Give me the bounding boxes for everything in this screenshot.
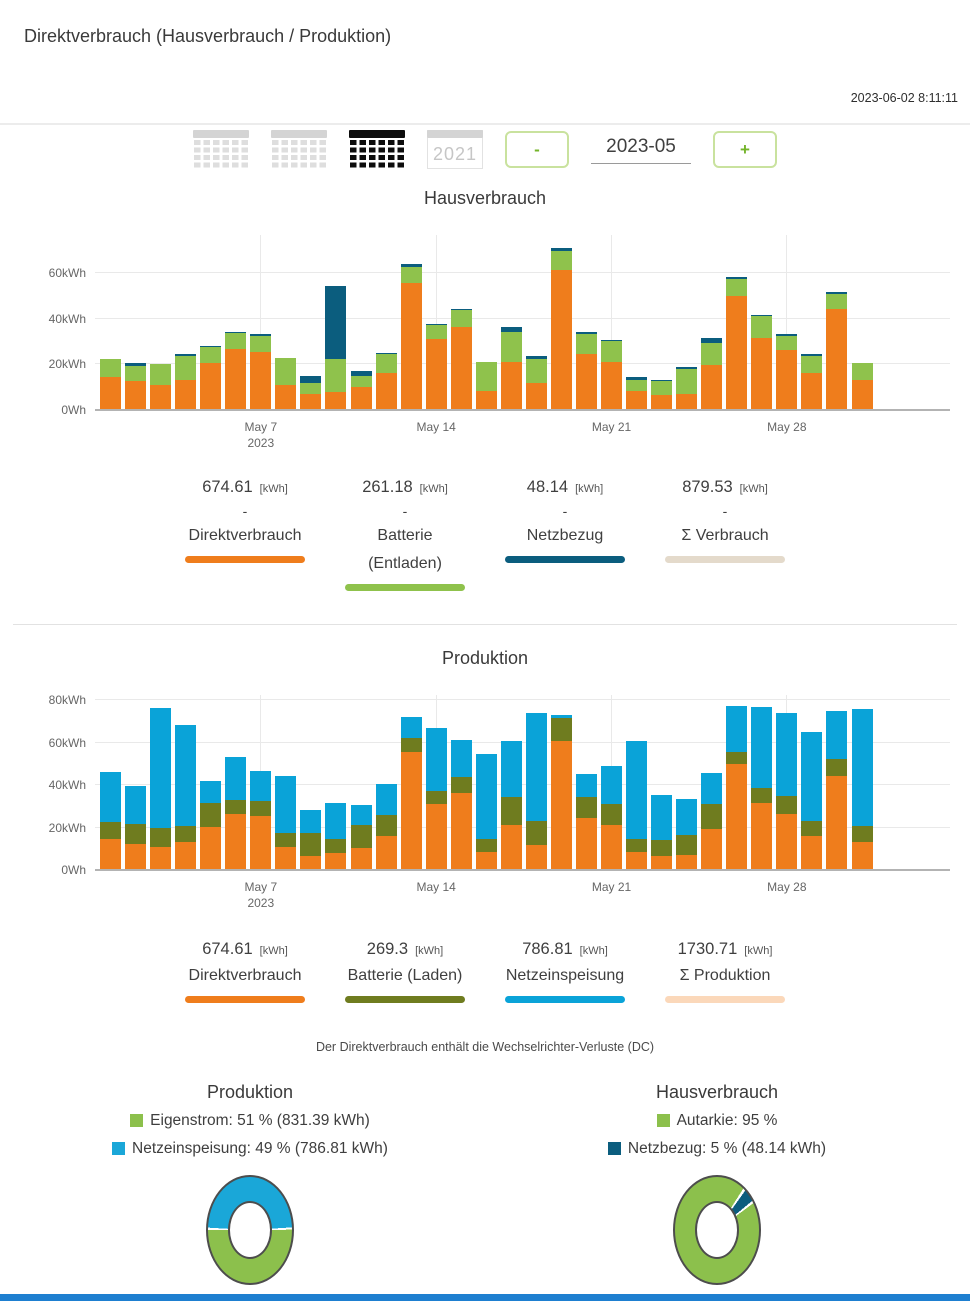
bar-segment-netzeinspeisung[interactable] [651,795,672,840]
legend-color-pill [345,996,465,1003]
bar-segment-batterie-entladen-[interactable] [826,294,847,309]
bar-segment-netzeinspeisung[interactable] [701,773,722,804]
bar-segment-direktverbrauch[interactable] [852,842,873,870]
produktion-summary-legend [0,940,970,1003]
bar-segment-direktverbrauch[interactable] [776,814,797,870]
x-axis-tick-label: May 21 [591,420,632,434]
legend-color-square [608,1142,621,1155]
legend-separator: - [562,503,568,519]
bar-segment-batterie-entladen-[interactable] [376,354,397,373]
bar-segment-batterie-laden-[interactable] [676,835,697,854]
legend-label: Σ Produktion [679,967,771,984]
x-axis-year-label: 2023 [247,436,275,450]
bar-segment-netzeinspeisung[interactable] [125,786,146,824]
bar-segment-netzbezug[interactable] [426,324,447,325]
bar-segment-netzeinspeisung[interactable] [676,799,697,835]
header-divider [0,123,970,125]
bar-segment-batterie-laden-[interactable] [626,839,647,852]
bar-segment-batterie-entladen-[interactable] [801,356,822,372]
legend-label: Netzeinspeisung [505,967,625,984]
bar-segment-direktverbrauch[interactable] [551,741,572,870]
gridline [95,272,950,273]
bar-segment-direktverbrauch[interactable] [150,847,171,870]
bar-segment-direktverbrauch[interactable] [401,752,422,870]
bar-segment-netzbezug[interactable] [826,292,847,294]
x-axis-line [95,869,950,871]
bar-segment-batterie-laden-[interactable] [451,777,472,793]
bar-segment-batterie-laden-[interactable] [726,752,747,764]
x-axis-tick-label: May 21 [591,880,632,894]
bar-segment-direktverbrauch[interactable] [501,362,522,410]
bar-segment-batterie-laden-[interactable] [576,797,597,818]
bar-segment-direktverbrauch[interactable] [826,776,847,870]
bar-segment-netzeinspeisung[interactable] [726,706,747,752]
bar-segment-netzbezug[interactable] [351,371,372,376]
bar-segment-direktverbrauch[interactable] [676,394,697,410]
legend-item-batterie-laden-[interactable] [325,940,485,1003]
legend-color-square [112,1142,125,1155]
produktion-pie-legend [60,1110,440,1159]
bar-segment-batterie-entladen-[interactable] [451,310,472,327]
bar-segment-batterie-entladen-[interactable] [852,363,873,379]
year-view-button[interactable] [427,130,483,169]
bar-segment-direktverbrauch[interactable] [200,827,221,870]
bar-segment-netzeinspeisung[interactable] [200,781,221,803]
legend-color-square [657,1114,670,1127]
bar-segment-direktverbrauch[interactable] [701,365,722,410]
increment-period-button[interactable]: + [713,131,777,168]
bar-segment-batterie-entladen-[interactable] [351,376,372,386]
bar-segment-batterie-entladen-[interactable] [225,333,246,349]
bar-segment-batterie-entladen-[interactable] [275,358,296,386]
y-axis-tick-label: 60kWh [48,735,86,750]
bar-segment-direktverbrauch[interactable] [551,270,572,410]
bar-segment-batterie-laden-[interactable] [376,815,397,836]
bar-segment-netzbezug[interactable] [501,327,522,331]
bar-segment-direktverbrauch[interactable] [701,829,722,870]
bottom-accent-bar [0,1294,970,1301]
bar-segment-netzbezug[interactable] [726,277,747,279]
bar-segment-direktverbrauch[interactable] [601,825,622,870]
hausverbrauch-chart-title: Hausverbrauch [423,188,547,208]
bar-segment-batterie-laden-[interactable] [426,791,447,805]
bar-segment-batterie-laden-[interactable] [751,788,772,804]
bar-segment-batterie-laden-[interactable] [776,796,797,815]
legend-unit: [kWh] [579,945,608,957]
timestamp: 2023-06-02 8:11:11 [850,91,958,105]
bar-segment-batterie-laden-[interactable] [651,840,672,857]
bar-segment-batterie-entladen-[interactable] [401,267,422,283]
bar-segment-netzeinspeisung[interactable] [526,713,547,821]
bar-segment-direktverbrauch[interactable] [325,392,346,410]
bar-segment-netzbezug[interactable] [325,286,346,359]
period-input[interactable]: 2023-05 [591,136,691,164]
bar-segment-direktverbrauch[interactable] [726,764,747,870]
bar-segment-batterie-entladen-[interactable] [676,369,697,394]
bar-segment-direktverbrauch[interactable] [451,327,472,410]
bar-segment-netzeinspeisung[interactable] [476,754,497,839]
hausverbrauch-summary-legend [0,478,970,591]
pie-legend-row [527,1110,907,1131]
bar-segment-direktverbrauch[interactable] [776,350,797,410]
bar-segment-netzeinspeisung[interactable] [225,757,246,800]
bar-segment-direktverbrauch[interactable] [376,836,397,870]
bar-segment-batterie-entladen-[interactable] [325,359,346,392]
bar-segment-direktverbrauch[interactable] [100,839,121,870]
bar-segment-netzbezug[interactable] [401,264,422,267]
legend-color-pill [185,996,305,1003]
pie-legend-row [527,1138,907,1159]
x-axis-line [95,409,950,411]
pie-legend-text: Autarkie: 95 % [676,1112,778,1129]
bar-segment-direktverbrauch[interactable] [376,373,397,410]
legend-unit: [kWh] [744,945,773,957]
bar-segment-batterie-laden-[interactable] [501,797,522,826]
legend-value: 879.53 [kWh] [682,478,768,496]
bar-segment-direktverbrauch[interactable] [526,383,547,410]
bar-segment-netzbezug[interactable] [776,334,797,336]
produktion-chart-title: Produktion [441,648,529,668]
bar-segment-direktverbrauch[interactable] [225,349,246,410]
legend-item-direktverbrauch[interactable] [165,478,325,591]
gridline [95,699,950,700]
pie-legend-text: Netzeinspeisung: 49 % (786.81 kWh) [132,1140,388,1157]
bar-segment-direktverbrauch[interactable] [476,852,497,870]
bar-segment-netzeinspeisung[interactable] [751,707,772,788]
bar-segment-netzbezug[interactable] [376,353,397,354]
bar-segment-direktverbrauch[interactable] [325,853,346,870]
bar-segment-netzbezug[interactable] [751,315,772,316]
bar-segment-direktverbrauch[interactable] [125,381,146,410]
bar-segment-netzeinspeisung[interactable] [250,771,271,801]
year-icon-label: 2021 [432,144,478,164]
calendar-icon [193,130,249,138]
x-axis-tick-label: May 28 [767,420,807,434]
bar-segment-direktverbrauch[interactable] [526,845,547,870]
bar-segment-batterie-laden-[interactable] [275,833,296,847]
bar-segment-batterie-laden-[interactable] [401,738,422,752]
legend-item--produktion[interactable] [645,940,805,1003]
bar-segment-direktverbrauch[interactable] [250,352,271,410]
bar-segment-direktverbrauch[interactable] [351,387,372,410]
legend-label: Direktverbrauch [188,527,302,544]
y-axis-tick-label: 40kWh [48,778,86,793]
bar-segment-direktverbrauch[interactable] [651,856,672,870]
x-axis-tick-label: May 14 [416,420,456,434]
toolbar [0,130,970,169]
bar-segment-batterie-laden-[interactable] [701,804,722,829]
legend-item-netzeinspeisung[interactable] [485,940,645,1003]
legend-separator: - [722,503,728,519]
bar-segment-batterie-entladen-[interactable] [551,251,572,270]
bar-segment-netzeinspeisung[interactable] [776,713,797,796]
bar-segment-batterie-entladen-[interactable] [200,347,221,363]
bar-segment-netzbezug[interactable] [300,376,321,383]
month-view-button-active[interactable] [349,130,405,169]
hausverbrauch-plot [95,235,950,410]
produktion-plot [95,695,950,870]
bar-segment-direktverbrauch[interactable] [125,844,146,871]
legend-item--verbrauch[interactable] [645,478,805,591]
legend-unit: [kWh] [739,483,768,495]
bar-segment-batterie-laden-[interactable] [526,821,547,845]
bar-segment-netzeinspeisung[interactable] [150,708,171,828]
legend-value: 48.14 [kWh] [526,478,604,496]
bar-segment-batterie-laden-[interactable] [225,800,246,814]
bar-segment-batterie-laden-[interactable] [351,825,372,848]
bar-segment-direktverbrauch[interactable] [676,855,697,870]
bar-segment-batterie-laden-[interactable] [250,801,271,816]
legend-color-pill [345,584,465,591]
legend-value: 674.61 [kWh] [202,940,288,958]
bar-segment-netzeinspeisung[interactable] [175,725,196,826]
bar-segment-batterie-laden-[interactable] [852,826,873,842]
legend-label: Σ Verbrauch [681,527,769,544]
donut-hole [228,1201,272,1259]
bar-segment-batterie-entladen-[interactable] [526,359,547,383]
bar-segment-netzbezug[interactable] [801,354,822,356]
bar-segment-netzeinspeisung[interactable] [300,810,321,833]
legend-color-square [130,1114,143,1127]
legend-value: 269.3 [kWh] [366,940,444,958]
bar-segment-batterie-entladen-[interactable] [701,343,722,366]
decrement-period-button[interactable]: - [505,131,569,168]
bar-segment-netzeinspeisung[interactable] [576,774,597,797]
bar-segment-direktverbrauch[interactable] [751,338,772,410]
legend-label: (Entladen) [368,555,442,572]
bar-segment-netzbezug[interactable] [125,363,146,365]
hausverbrauch-pie-legend [527,1110,907,1159]
bar-segment-netzbezug[interactable] [451,309,472,310]
bar-segment-direktverbrauch[interactable] [576,354,597,410]
bar-segment-direktverbrauch[interactable] [801,373,822,410]
legend-label: Direktverbrauch [188,967,302,984]
legend-unit: [kWh] [259,483,288,495]
bar-segment-netzeinspeisung[interactable] [801,732,822,822]
legend-label: Batterie (Laden) [347,967,463,984]
bar-segment-direktverbrauch[interactable] [401,283,422,410]
bar-segment-batterie-entladen-[interactable] [476,362,497,390]
bar-segment-direktverbrauch[interactable] [751,803,772,870]
legend-color-pill [505,556,625,563]
donut-hole [695,1201,739,1259]
bar-segment-netzbezug[interactable] [551,248,572,251]
bar-segment-netzeinspeisung[interactable] [601,766,622,804]
legend-item-netzbezug[interactable] [485,478,645,591]
legend-color-pill [665,556,785,563]
y-axis-tick-label: 0Wh [61,863,86,877]
bar-segment-netzeinspeisung[interactable] [426,728,447,790]
legend-value: 261.18 [kWh] [362,478,448,496]
bar-segment-netzeinspeisung[interactable] [551,715,572,718]
bar-segment-batterie-entladen-[interactable] [726,279,747,295]
bar-segment-netzeinspeisung[interactable] [826,711,847,759]
produktion-pie-section [60,1082,440,1285]
bar-segment-direktverbrauch[interactable] [576,818,597,870]
bar-segment-netzeinspeisung[interactable] [275,776,296,833]
bar-segment-batterie-entladen-[interactable] [751,316,772,338]
calendar-icon [427,130,483,138]
calendar-icon [271,130,327,138]
week-view-button[interactable] [271,130,327,169]
bar-segment-direktverbrauch[interactable] [100,377,121,410]
bar-segment-netzbezug[interactable] [651,380,672,381]
bar-segment-direktverbrauch[interactable] [726,296,747,410]
bar-segment-direktverbrauch[interactable] [175,842,196,870]
bar-segment-batterie-laden-[interactable] [476,839,497,852]
bar-segment-batterie-laden-[interactable] [100,822,121,840]
bar-segment-batterie-laden-[interactable] [200,803,221,827]
bar-segment-batterie-laden-[interactable] [300,833,321,856]
bar-segment-netzeinspeisung[interactable] [626,741,647,839]
bar-segment-netzbezug[interactable] [175,354,196,356]
produktion-donut-chart[interactable] [206,1175,294,1285]
bar-segment-netzbezug[interactable] [626,377,647,381]
bar-segment-batterie-laden-[interactable] [150,828,171,847]
y-axis-tick-label: 80kWh [48,693,86,708]
section-divider [13,624,957,625]
bar-segment-direktverbrauch[interactable] [626,852,647,870]
page-title: Direktverbrauch (Hausverbrauch / Produktion) [24,26,392,46]
legend-value: 786.81 [kWh] [522,940,608,958]
bar-segment-batterie-laden-[interactable] [125,824,146,843]
bar-segment-direktverbrauch[interactable] [275,847,296,870]
dc-loss-note: Der Direktverbrauch enthält die Wechselrichter-Verluste (DC) [315,1040,655,1054]
bar-segment-batterie-laden-[interactable] [601,804,622,826]
legend-item-direktverbrauch[interactable] [165,940,325,1003]
bar-segment-batterie-entladen-[interactable] [100,359,121,377]
legend-color-pill [665,996,785,1003]
bar-segment-netzbezug[interactable] [576,332,597,334]
calendar-icon [349,130,405,138]
bar-segment-batterie-laden-[interactable] [175,826,196,842]
pie-legend-row [60,1138,440,1159]
bar-segment-netzbezug[interactable] [526,356,547,359]
bar-segment-netzeinspeisung[interactable] [451,740,472,777]
legend-unit: [kWh] [419,483,448,495]
x-axis-tick-label: May 7 [244,420,278,434]
y-axis-tick-label: 60kWh [48,265,86,280]
bar-segment-netzbezug[interactable] [225,332,246,334]
legend-unit: [kWh] [415,945,444,957]
bar-segment-netzeinspeisung[interactable] [376,784,397,815]
hausverbrauch-chart [0,235,970,450]
bar-segment-direktverbrauch[interactable] [351,848,372,870]
bar-segment-direktverbrauch[interactable] [801,836,822,870]
bar-segment-netzbezug[interactable] [250,334,271,336]
bar-segment-batterie-entladen-[interactable] [175,356,196,380]
legend-value: 674.61 [kWh] [202,478,288,496]
bar-segment-direktverbrauch[interactable] [601,362,622,410]
bar-segment-batterie-entladen-[interactable] [300,383,321,394]
bar-segment-direktverbrauch[interactable] [200,363,221,410]
bar-segment-direktverbrauch[interactable] [426,804,447,870]
hausverbrauch-donut-chart[interactable] [673,1175,761,1285]
bar-segment-batterie-laden-[interactable] [325,839,346,853]
x-axis-tick-label: May 14 [416,880,456,894]
legend-unit: [kWh] [575,483,604,495]
legend-separator: - [242,503,248,519]
legend-value: 1730.71 [kWh] [677,940,773,958]
produktion-chart [0,693,970,910]
bar-segment-direktverbrauch[interactable] [826,309,847,410]
legend-label: Batterie [377,527,433,544]
bar-segment-batterie-entladen-[interactable] [651,381,672,396]
legend-label: Netzbezug [526,527,604,544]
bar-segment-direktverbrauch[interactable] [476,391,497,410]
legend-color-pill [185,556,305,563]
y-axis-tick-label: 0Wh [61,403,86,417]
bar-segment-batterie-entladen-[interactable] [576,334,597,355]
bar-segment-direktverbrauch[interactable] [651,395,672,410]
bar-segment-batterie-laden-[interactable] [801,821,822,835]
day-view-button[interactable] [193,130,249,169]
bar-segment-direktverbrauch[interactable] [275,385,296,410]
y-axis-tick-label: 20kWh [48,820,86,835]
bar-segment-direktverbrauch[interactable] [426,339,447,410]
bar-segment-netzeinspeisung[interactable] [351,805,372,825]
bar-segment-netzeinspeisung[interactable] [852,709,873,826]
bar-segment-batterie-laden-[interactable] [551,718,572,740]
x-axis-tick-label: May 7 [244,880,278,894]
bar-segment-direktverbrauch[interactable] [451,793,472,870]
bar-segment-batterie-laden-[interactable] [826,759,847,777]
hausverbrauch-pie-section [527,1082,907,1285]
pie-legend-text: Eigenstrom: 51 % (831.39 kWh) [150,1112,370,1129]
legend-color-pill [505,996,625,1003]
bar-segment-netzeinspeisung[interactable] [401,717,422,738]
produktion-pie-title: Produktion [206,1082,294,1102]
bar-segment-netzeinspeisung[interactable] [501,741,522,797]
y-axis-tick-label: 20kWh [48,357,86,372]
bar-segment-netzbezug[interactable] [701,338,722,343]
bar-segment-batterie-entladen-[interactable] [150,364,171,384]
bar-segment-direktverbrauch[interactable] [852,380,873,410]
bar-segment-direktverbrauch[interactable] [300,394,321,410]
bar-segment-batterie-entladen-[interactable] [250,336,271,351]
bar-segment-batterie-entladen-[interactable] [776,336,797,350]
bar-segment-direktverbrauch[interactable] [225,814,246,870]
legend-item-batterie[interactable] [325,478,485,591]
bar-segment-direktverbrauch[interactable] [175,380,196,410]
bar-segment-netzbezug[interactable] [200,346,221,347]
x-axis-year-label: 2023 [247,896,275,910]
bar-segment-netzbezug[interactable] [601,340,622,341]
bar-segment-batterie-entladen-[interactable] [501,332,522,362]
bar-segment-batterie-entladen-[interactable] [601,341,622,362]
pie-legend-text: Netzbezug: 5 % (48.14 kWh) [627,1140,827,1157]
bar-segment-netzeinspeisung[interactable] [100,772,121,822]
bar-segment-batterie-entladen-[interactable] [426,325,447,339]
hausverbrauch-pie-title: Hausverbrauch [655,1082,779,1102]
bar-segment-netzbezug[interactable] [676,367,697,369]
pie-legend-row [60,1110,440,1131]
bar-segment-direktverbrauch[interactable] [626,391,647,410]
legend-unit: [kWh] [259,945,288,957]
y-axis-tick-label: 40kWh [48,311,86,326]
bar-segment-direktverbrauch[interactable] [150,385,171,410]
gridline [95,318,950,319]
bar-segment-direktverbrauch[interactable] [300,856,321,870]
bar-segment-batterie-entladen-[interactable] [125,366,146,382]
bar-segment-batterie-entladen-[interactable] [626,380,647,390]
bar-segment-direktverbrauch[interactable] [501,825,522,870]
bar-segment-netzeinspeisung[interactable] [325,803,346,840]
bar-segment-direktverbrauch[interactable] [250,816,271,870]
x-axis-tick-label: May 28 [767,880,807,894]
legend-separator: - [402,503,408,519]
